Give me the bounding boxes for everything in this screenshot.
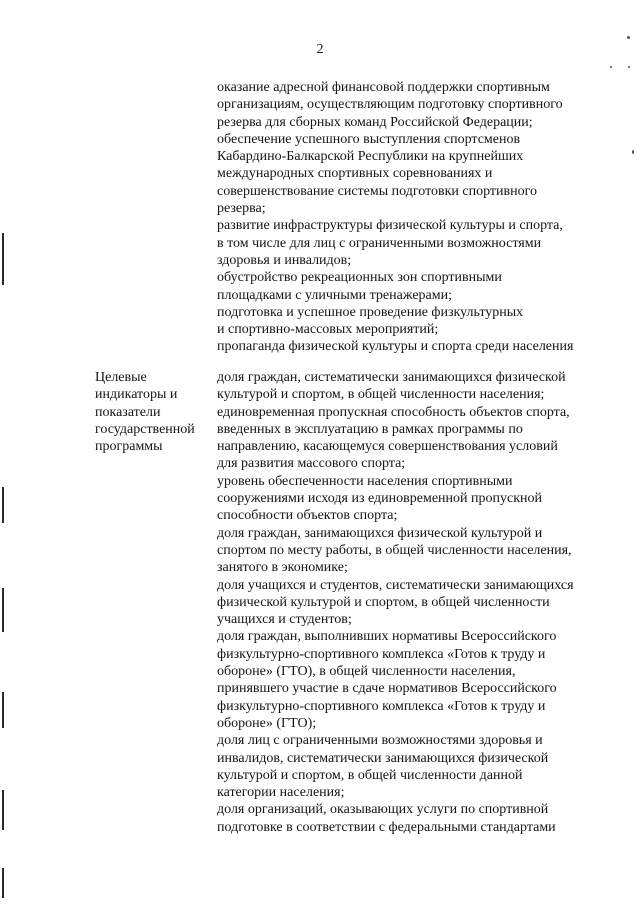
indicators-line: принявшего участие в сдаче нормативов Всероссийского (217, 681, 557, 697)
indicators-label-line: индикаторы и (95, 387, 178, 403)
indicators-line: доля лиц с ограниченными возможностями здоровья и (217, 733, 543, 749)
indicators-line: единовременная пропускная способность объектов спорта, (217, 404, 570, 420)
tasks-line: и спортивно-массовых мероприятий; (217, 322, 439, 338)
tasks-line: организациям, осуществляющим подготовку спортивного (217, 97, 563, 113)
tasks-line: резерва; (217, 201, 266, 217)
scan-dot-right-2 (628, 66, 630, 68)
indicators-line: доля учащихся и студентов, систематически занимающихся (217, 577, 574, 593)
page-number: 2 (316, 42, 324, 57)
scan-dot-top-right (627, 36, 630, 39)
indicators-line: доля граждан, систематически занимающихся физической (217, 370, 566, 385)
tasks-line: в том числе для лиц с ограниченными возможностями (217, 235, 542, 251)
indicators-label-line: государственной (95, 421, 195, 437)
indicators-label (95, 369, 210, 455)
indicators-line: уровень обеспеченности населения спортивными (217, 473, 513, 489)
tasks-line: резерва для сборных команд Российской Федерации; (217, 114, 533, 130)
indicators-line: обороне» (ГТО), в общей численности населения, (217, 664, 516, 680)
tasks-line: площадками с уличными тренажерами; (217, 287, 452, 303)
tasks-line: подготовка и успешное проведение физкультурных (217, 304, 524, 320)
scan-dot-right-3 (632, 150, 634, 154)
indicators-line: культурой и спортом, в общей численности данной (217, 767, 523, 783)
tasks-line: оказание адресной финансовой поддержки спортивным (217, 80, 550, 95)
indicators-line: учащихся и студентов; (217, 612, 352, 628)
scan-dot-right-1 (610, 66, 612, 68)
indicators-line: физкультурно-спортивного комплекса «Готов к труду и (217, 646, 546, 662)
tasks-line: здоровья и инвалидов; (217, 252, 352, 268)
scan-edge-mark-left-5 (2, 790, 4, 830)
tasks-line: международных спортивных соревнованиях и (217, 166, 493, 182)
indicators-line: направлению, касающемуся совершенствования условий (217, 439, 558, 455)
scan-edge-mark-left-1 (2, 233, 4, 285)
tasks-line: совершенствование системы подготовки спортивного (217, 183, 538, 199)
tasks-line: обеспечение успешного выступления спортсменов (217, 131, 521, 147)
indicators-label-line: показатели (95, 404, 161, 420)
indicators-line: доля организаций, оказывающих услуги по спортивной (217, 802, 549, 818)
tasks-line: развитие инфраструктуры физической культуры и спорта, (217, 218, 563, 234)
indicators-line: физической культурой и спортом, в общей численности (217, 594, 550, 610)
scan-edge-mark-left-2 (2, 487, 4, 523)
indicators-line: способности объектов спорта; (217, 508, 398, 524)
indicators-line: введенных в эксплуатацию в рамках программы по (217, 421, 523, 437)
tasks-line: пропаганда физической культуры и спорта среди населения (217, 339, 574, 355)
indicators-line: подготовке в соответствии с федеральными стандартами (217, 819, 556, 835)
scan-edge-mark-left-6 (2, 868, 4, 898)
program-tasks-text (217, 79, 617, 356)
indicators-line: обороне» (ГТО); (217, 715, 317, 731)
indicators-line: сооружениями исходя из единовременной пропускной (217, 491, 542, 507)
indicators-line: спортом по месту работы, в общей численности населения, (217, 542, 572, 558)
indicators-text (217, 369, 617, 836)
indicators-label-line: программы (95, 439, 163, 455)
indicators-label-line: Целевые (95, 370, 147, 385)
indicators-line: доля граждан, занимающихся физической культурой и (217, 525, 543, 541)
tasks-line: Кабардино-Балкарской Республики на крупнейших (217, 149, 524, 165)
scan-edge-mark-left-4 (2, 692, 4, 728)
indicators-line: занятого в экономике; (217, 560, 348, 576)
indicators-line: инвалидов, систематически занимающихся физической (217, 750, 549, 766)
indicators-line: категории населения; (217, 785, 345, 801)
tasks-line: обустройство рекреационных зон спортивными (217, 270, 502, 286)
indicators-line: для развития массового спорта; (217, 456, 406, 472)
scan-edge-mark-left-3 (2, 588, 4, 632)
indicators-line: культурой и спортом, в общей численности населения; (217, 387, 545, 403)
indicators-line: физкультурно-спортивного комплекса «Готов к труду и (217, 698, 546, 714)
indicators-line: доля граждан, выполнивших нормативы Всероссийского (217, 629, 557, 645)
